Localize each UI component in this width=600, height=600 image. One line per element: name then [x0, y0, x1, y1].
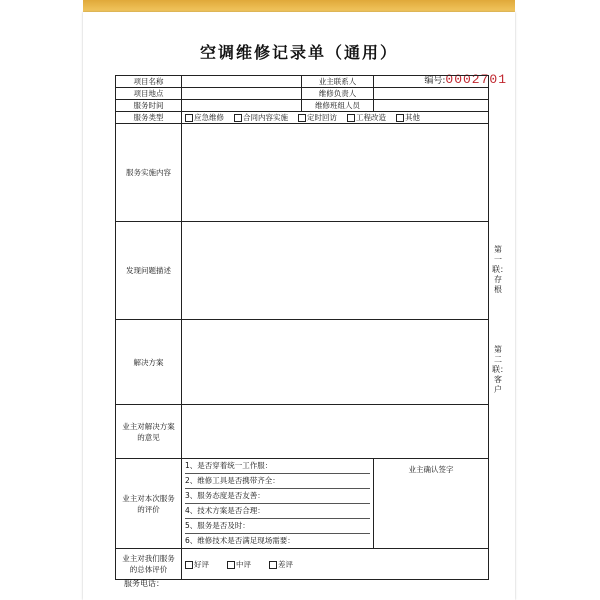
service-time-label: 服务时间 — [116, 100, 182, 112]
table-row — [116, 459, 489, 549]
repair-team-field[interactable] — [374, 100, 489, 112]
service-phone-label: 服务电话： — [124, 579, 164, 588]
service-content-field[interactable] — [182, 124, 489, 222]
copy-label-stub: 第一联：存根 — [492, 245, 508, 294]
table-row — [116, 112, 489, 124]
service-type-option[interactable]: 应急维修 — [185, 112, 224, 123]
service-type-option[interactable]: 合同内容实施 — [234, 112, 288, 123]
checkbox[interactable] — [298, 114, 306, 122]
project-location-field[interactable] — [182, 88, 302, 100]
service-type-label: 服务类型 — [116, 112, 182, 124]
owner-opinion-label: 业主对解决方案的意见 — [116, 405, 182, 459]
checkbox[interactable] — [396, 114, 404, 122]
owner-contact-field[interactable] — [374, 76, 489, 88]
checkbox[interactable] — [227, 561, 235, 569]
evaluation-item: 3、服务态度是否友善： — [185, 489, 370, 504]
solution-label: 解决方案 — [116, 320, 182, 405]
checkbox[interactable] — [347, 114, 355, 122]
project-location-label: 项目地点 — [116, 88, 182, 100]
overall-option[interactable]: 好评 — [185, 559, 209, 570]
overall-option[interactable]: 中评 — [227, 559, 251, 570]
owner-contact-label: 业主联系人 — [302, 76, 374, 88]
signature-label: 业主确认签字 — [408, 465, 454, 474]
issue-description-label: 发现问题描述 — [116, 222, 182, 320]
evaluation-item: 6、维修技术是否满足现场需要： — [185, 536, 295, 545]
repair-team-label: 维修班组人员 — [302, 100, 374, 112]
serial-label: 编号: — [424, 76, 446, 86]
table-row — [116, 320, 489, 405]
repair-lead-field[interactable] — [374, 88, 489, 100]
owner-signature-field[interactable] — [374, 459, 489, 549]
record-table — [115, 75, 489, 580]
checkbox[interactable] — [185, 114, 193, 122]
service-time-field[interactable] — [182, 100, 302, 112]
evaluation-item: 5、服务是否及时： — [185, 519, 370, 534]
table-row — [116, 405, 489, 459]
repair-lead-label: 维修负责人 — [302, 88, 374, 100]
table-row — [116, 100, 489, 112]
overall-evaluation-label: 业主对我们服务的总体评价 — [116, 549, 182, 580]
form-title: 空调维修记录单（通用） — [199, 43, 398, 62]
evaluation-item: 1、是否穿着统一工作服： — [185, 459, 370, 474]
project-name-label: 项目名称 — [116, 76, 182, 88]
evaluation-item: 4、技术方案是否合理： — [185, 504, 370, 519]
project-name-field[interactable] — [182, 76, 302, 88]
owner-opinion-field[interactable] — [182, 405, 489, 459]
evaluation-item: 2、维修工具是否携带齐全： — [185, 474, 370, 489]
table-row — [116, 76, 489, 88]
evaluation-list — [182, 459, 374, 549]
overall-evaluation-options — [182, 549, 489, 580]
checkbox[interactable] — [185, 561, 193, 569]
table-row — [116, 222, 489, 320]
service-type-option[interactable]: 工程改造 — [347, 112, 386, 123]
service-type-option[interactable]: 定时回访 — [298, 112, 337, 123]
checkbox[interactable] — [269, 561, 277, 569]
service-type-options — [182, 112, 489, 124]
overall-option[interactable]: 差评 — [269, 559, 293, 570]
copy-label-customer: 第二联：客户 — [492, 345, 508, 394]
solution-field[interactable] — [182, 320, 489, 405]
service-content-label: 服务实施内容 — [116, 124, 182, 222]
service-type-option[interactable]: 其他 — [396, 112, 420, 123]
table-row — [116, 124, 489, 222]
table-row — [116, 88, 489, 100]
serial-value: 0002701 — [445, 72, 507, 87]
evaluation-label: 业主对本次服务的评价 — [116, 459, 182, 549]
issue-description-field[interactable] — [182, 222, 489, 320]
table-row — [116, 549, 489, 580]
checkbox[interactable] — [234, 114, 242, 122]
